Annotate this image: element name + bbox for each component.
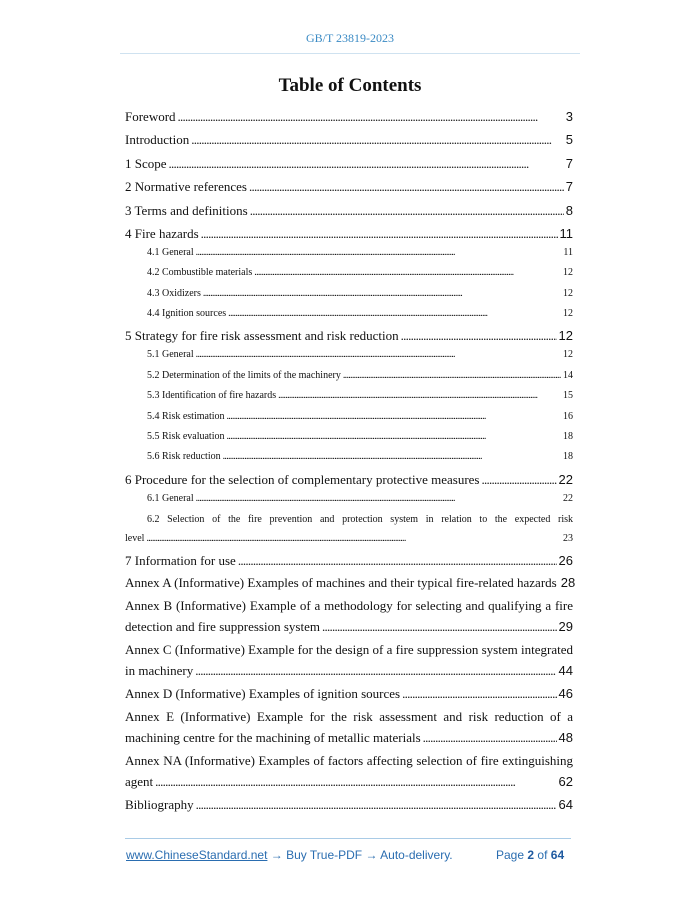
toc-page-number: 12 (563, 349, 573, 360)
dot-leader (481, 472, 556, 488)
toc-entry-annex-a[interactable] (125, 575, 576, 591)
toc-entry-fire-hazards[interactable] (125, 226, 573, 242)
dot-leader (195, 663, 556, 679)
toc-entry-foreword[interactable] (125, 109, 573, 125)
toc-page-number: 46 (558, 686, 573, 701)
page-title: Table of Contents (278, 75, 422, 96)
toc-entry-4-3[interactable] (147, 288, 573, 299)
dot-leader (169, 156, 564, 172)
dot-leader (196, 247, 562, 258)
toc-page-number: 62 (558, 774, 573, 789)
dot-leader (196, 349, 561, 360)
toc-entry-text: 5 Strategy for fire risk assessment and risk reduction (125, 328, 399, 343)
buy-text: Buy True-PDF (286, 848, 363, 862)
toc-page-number: 7 (565, 156, 573, 171)
toc-entry-text: Annex D (Informative) Examples of ignition sources (125, 686, 401, 701)
delivery-text: Auto-delivery. (380, 848, 453, 862)
toc-entry-5-1[interactable] (147, 349, 573, 360)
toc-entry-text: 5.5 Risk evaluation (147, 431, 225, 442)
toc-entry-procedure[interactable] (125, 472, 573, 488)
toc-page-number: 18 (563, 431, 573, 442)
toc-entry-bibliography[interactable] (125, 797, 573, 813)
toc-entry-text: 5.6 Risk reduction (147, 451, 221, 462)
toc-page-number: 11 (559, 226, 573, 241)
of-label: of (537, 848, 548, 862)
dot-leader (322, 619, 557, 635)
toc-page-number: 18 (563, 451, 573, 462)
toc-entry-text: 5.3 Identification of fire hazards (147, 390, 277, 401)
toc-entry-6-2-line1[interactable]: 6.2 Selection of the fire prevention and protection system in relation to the expected risk (147, 514, 573, 525)
toc-page-number: 44 (558, 663, 573, 678)
toc-entry-text: 5.4 Risk estimation (147, 411, 225, 422)
toc-entry-text: machining centre for the machining of metallic materials (125, 730, 421, 745)
toc-entry-annex-b[interactable] (125, 619, 573, 635)
toc-entry-introduction[interactable] (125, 132, 573, 148)
toc-entry-text: 4 Fire hazards (125, 226, 199, 241)
toc-entry-text: Foreword (125, 109, 176, 124)
toc-entry-text: 4.1 General (147, 247, 194, 258)
toc-page-number: 29 (558, 619, 573, 634)
toc-entry-text: 3 Terms and definitions (125, 203, 248, 218)
toc-page-number: 3 (565, 109, 573, 124)
toc-entry-annex-na[interactable] (125, 774, 573, 790)
dot-leader (278, 390, 561, 401)
arrow-right-icon: → (270, 848, 283, 862)
toc-entry-text: detection and fire suppression system (125, 619, 320, 634)
doc-header: GB/T 23819-2023 (305, 31, 395, 45)
toc-page-number: 11 (563, 247, 573, 258)
toc-entry-5-2[interactable] (147, 370, 573, 381)
arrow-right-icon: → (365, 848, 378, 862)
toc-entry-5-6[interactable] (147, 451, 573, 462)
dot-leader (146, 533, 561, 544)
header-divider (120, 53, 580, 54)
dot-leader (227, 431, 562, 442)
dot-leader (343, 370, 561, 381)
toc-entry-text: 2 Normative references (125, 179, 247, 194)
toc-entry-4-2[interactable] (147, 267, 573, 278)
toc-entry-text: 6 Procedure for the selection of complementary protective measures (125, 472, 480, 487)
current-page: 2 (527, 848, 535, 862)
dot-leader (203, 288, 561, 299)
footer-divider (125, 838, 571, 839)
total-pages: 64 (550, 848, 565, 862)
footer-promo (126, 848, 453, 862)
toc-entry-text: 6.1 General (147, 493, 194, 504)
toc-entry-5-5[interactable] (147, 431, 573, 442)
dot-leader (254, 267, 561, 278)
toc-entry-5-4[interactable] (147, 411, 573, 422)
dot-leader (191, 132, 564, 148)
toc-page-number: 23 (563, 533, 573, 544)
toc-page-number: 7 (565, 179, 573, 194)
toc-entry-4-4[interactable] (147, 308, 573, 319)
toc-entry-text: 7 Information for use (125, 553, 236, 568)
dot-leader (227, 411, 562, 422)
toc-entry-text: Introduction (125, 132, 190, 147)
dot-leader (402, 686, 556, 702)
dot-leader (201, 226, 558, 242)
toc-entry-terms[interactable] (125, 203, 573, 219)
toc-entry-strategy[interactable] (125, 328, 573, 344)
toc-page-number: 12 (558, 328, 573, 343)
toc-entry-text: 1 Scope (125, 156, 167, 171)
toc-entry-text: Annex A (Informative) Examples of machines and their typical fire-related hazards (125, 575, 557, 590)
toc-page-number: 5 (565, 132, 573, 147)
dot-leader (238, 553, 557, 569)
dot-leader (155, 774, 556, 790)
toc-entry-information-for-use[interactable] (125, 553, 573, 569)
toc-page-number: 22 (563, 493, 573, 504)
dot-leader (223, 451, 561, 462)
toc-entry-annex-c-line1[interactable]: Annex C (Informative) Example for the design of a fire suppression system integrated (125, 642, 573, 657)
toc-entry-6-1[interactable] (147, 493, 573, 504)
toc-entry-5-3[interactable] (147, 390, 573, 401)
dot-leader (250, 203, 564, 219)
page-label: Page (496, 848, 525, 862)
toc-entry-4-1[interactable] (147, 247, 573, 258)
toc-page-number: 14 (563, 370, 573, 381)
toc-entry-text: level (125, 533, 145, 544)
toc-page-number: 12 (563, 308, 573, 319)
toc-entry-scope[interactable] (125, 156, 573, 172)
toc-entry-text: Bibliography (125, 797, 194, 812)
dot-leader (423, 730, 557, 746)
toc-page-number: 64 (558, 797, 573, 812)
toc-entry-annex-e[interactable] (125, 730, 573, 746)
toc-entry-normative-references[interactable] (125, 179, 573, 195)
page-indicator (496, 848, 564, 862)
toc-entry-text: 5.2 Determination of the limits of the machinery (147, 370, 341, 381)
dot-leader (249, 179, 564, 195)
dot-leader (196, 797, 557, 813)
toc-entry-6-2[interactable] (125, 533, 573, 544)
toc-page-number: 16 (563, 411, 573, 422)
toc-entry-annex-e-line1[interactable]: Annex E (Informative) Example for the risk assessment and risk reduction of a (125, 709, 573, 724)
toc-page-number: 12 (563, 288, 573, 299)
toc-page-number: 48 (558, 730, 573, 745)
toc-entry-annex-d[interactable] (125, 686, 573, 702)
toc-page-number: 15 (563, 390, 573, 401)
toc-page-number: 22 (558, 472, 573, 487)
dot-leader (401, 328, 557, 344)
toc-entry-text: 4.2 Combustible materials (147, 267, 253, 278)
toc-entry-text: 4.3 Oxidizers (147, 288, 201, 299)
toc-entry-annex-c[interactable] (125, 663, 573, 679)
toc-page-number: 26 (558, 553, 573, 568)
dot-leader (196, 493, 561, 504)
toc-entry-text: in machinery (125, 663, 194, 678)
toc-entry-text: 4.4 Ignition sources (147, 308, 227, 319)
toc-entry-annex-b-line1[interactable]: Annex B (Informative) Example of a methodology for selecting and qualifying a fire (125, 598, 573, 613)
toc-entry-text: agent (125, 774, 154, 789)
dot-leader (178, 109, 564, 125)
toc-page-number: 12 (563, 267, 573, 278)
toc-entry-annex-na-line1[interactable]: Annex NA (Informative) Examples of factors affecting selection of fire extinguishing (125, 753, 573, 768)
chinesestandard-link[interactable]: www.ChineseStandard.net (126, 848, 268, 862)
toc-page-number: 28 (560, 575, 576, 590)
toc-page-number: 8 (565, 203, 573, 218)
toc-entry-text: 5.1 General (147, 349, 194, 360)
dot-leader (228, 308, 561, 319)
